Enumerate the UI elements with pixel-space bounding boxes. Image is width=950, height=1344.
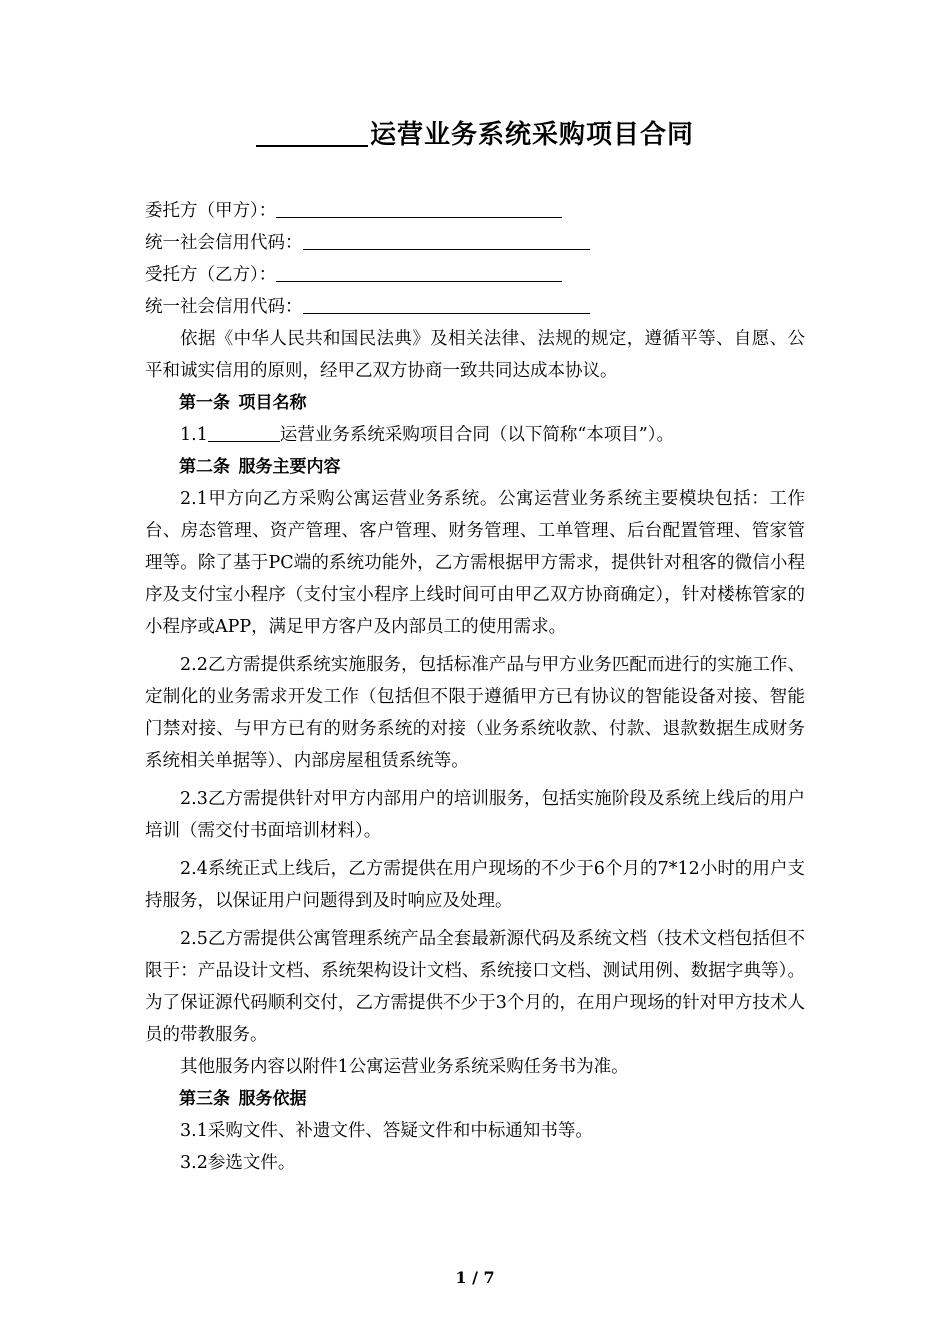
clause-3-1: 3.1采购文件、补遗文件、答疑文件和中标通知书等。 (180, 1121, 593, 1141)
document-title (0, 118, 950, 152)
clause-2-3: 2.3乙方需提供针对甲方内部用户的培训服务，包括实施阶段及系统上线后的用户培训（需交付书面培训材料）。 (145, 789, 805, 841)
clause-2-2: 2.2乙方需提供系统实施服务，包括标准产品与甲方业务匹配而进行的实施工作、定制化的业务需求开发工作（包括但不限于遵循甲方已有协议的智能设备对接、智能门禁对接、与甲方已有的财务系统的对接（业务系统收款、付款、退款数据生成财务系统相关单据等）、内部房屋租赁系统等。 (145, 655, 805, 771)
clause-2-4: 2.4系统正式上线后，乙方需提供在用户现场的不少于6个月的7*12小时的用户支持服务，以保证用户问题得到及时响应及处理。 (145, 859, 805, 911)
party-line-client (145, 195, 805, 227)
clause-number: 1.1 (180, 425, 208, 445)
fill-in-blank (208, 421, 280, 442)
party-line-contractor-credit-code (145, 291, 805, 323)
clause-text: 运营业务系统采购项目合同（以下简称“本项目”）。 (279, 425, 674, 445)
document-body (145, 195, 805, 1179)
article-title: 服务依据 (238, 1089, 307, 1109)
preamble-paragraph: 依据《中华人民共和国民法典》及相关法律、法规的规定，遵循平等、自愿、公平和诚实信用的原则，经甲乙双方协商一致共同达成本协议。 (145, 329, 805, 381)
fill-in-blank (276, 261, 562, 282)
document-title-text: 运营业务系统采购项目合同 (369, 120, 694, 150)
party-line-client-credit-code (145, 227, 805, 259)
party-line-contractor (145, 259, 805, 291)
article-number: 第一条 (179, 393, 230, 413)
article-title: 项目名称 (238, 393, 307, 413)
fill-in-blank (303, 293, 590, 314)
party-label: 统一社会信用代码： (145, 297, 303, 317)
clause-3-2: 3.2参选文件。 (180, 1153, 296, 1173)
party-label: 委托方（甲方）： (145, 201, 277, 221)
clause-2-1: 2.1甲方向乙方采购公寓运营业务系统。公寓运营业务系统主要模块包括：工作台、房态管理、资产管理、客户管理、财务管理、工单管理、后台配置管理、管家管理等。除了基于PC端的系统功能外，乙方需根据甲方需求，提供针对租客的微信小程序及支付宝小程序（支付宝小程序上线时间可由甲乙双方协商确定），针对楼栋管家的小程序或APP，满足甲方客户及内部员工的使用需求。 (145, 489, 805, 637)
clause-2-other: 其他服务内容以附件1公寓运营业务系统采购任务书为准。 (180, 1057, 629, 1077)
article-1-heading (145, 387, 805, 419)
article-2-heading (145, 451, 805, 483)
clause-2-5: 2.5乙方需提供公寓管理系统产品全套最新源代码及系统文档（技术文档包括但不限于：产品设计文档、系统架构设计文档、系统接口文档、测试用例、数据字典等）。为了保证源代码顺利交付，乙方需提供不少于3个月的，在用户现场的针对甲方技术人员的带教服务。 (145, 929, 805, 1045)
article-number: 第三条 (179, 1089, 230, 1109)
party-label: 统一社会信用代码： (145, 233, 303, 253)
article-number: 第二条 (179, 457, 230, 477)
page-number: 1 / 7 (455, 1268, 495, 1287)
party-label: 受托方（乙方）： (145, 265, 277, 285)
article-title: 服务主要内容 (238, 457, 341, 477)
fill-in-blank (276, 197, 562, 218)
title-blank-line (256, 119, 368, 147)
fill-in-blank (303, 229, 590, 250)
article-3-heading (145, 1083, 805, 1115)
clause-1-1 (145, 419, 805, 451)
